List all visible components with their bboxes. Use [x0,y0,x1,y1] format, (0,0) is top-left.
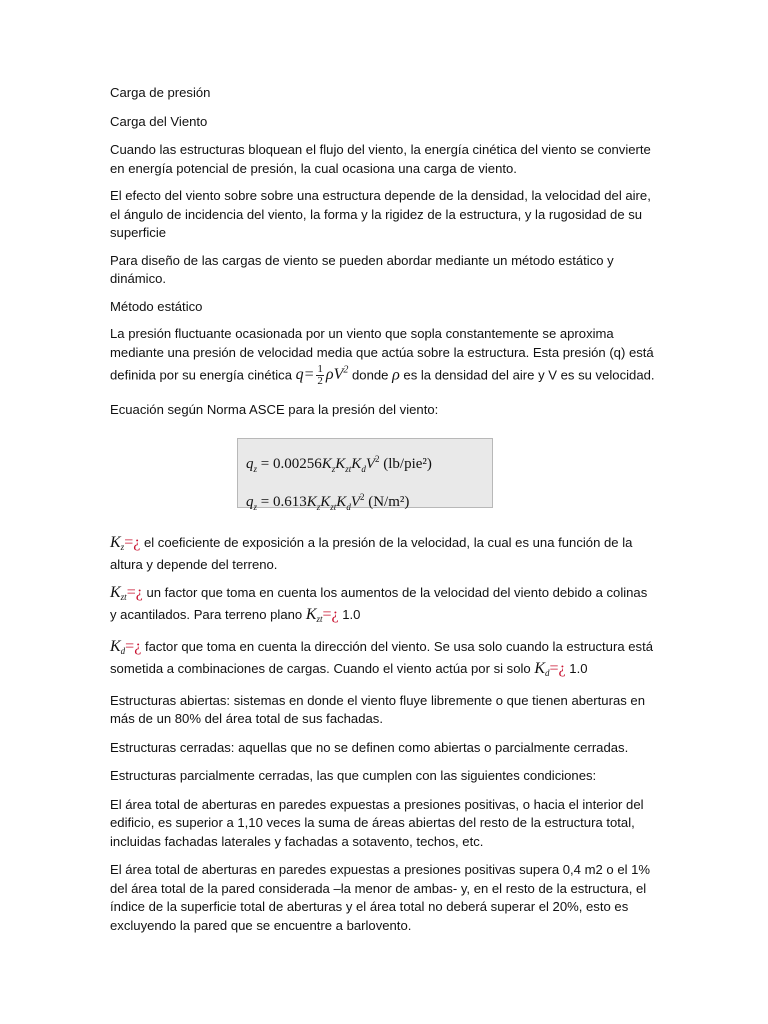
kd-symbol: $K_d=¿$ [110,637,142,656]
paragraph-condition-1: El área total de aberturas en paredes expuestas a presiones positivas, o hacia el interior del edificio, es superior a 1,10 veces la suma de áreas abiertas del resto de la estructura total, incluidas fachadas laterales y fachadas a sotavento, techos, etc. [110,796,644,849]
paragraph-3: Para diseño de las cargas de viento se pueden abordar mediante un método estático y dinámico. [110,252,614,286]
document-body [110,84,655,935]
paragraph-open-structures: Estructuras abiertas: sistemas en donde el viento fluye libremente o que tienen aberturas en más de un 80% del área total de sus fachadas. [110,692,645,727]
paragraph-1: Cuando las estructuras bloquean el flujo del viento, la energía cinética del viento se convierte en energía potencial de presión, la cual ocasiona una carga de viento. [110,142,651,176]
kinetic-energy-formula: q= $\frac{1}{2}$ $\rho V^2$ [295,363,349,388]
paragraph-2: El efecto del viento sobre sobre una estructura depende de la densidad, la velocidad del aire, el ángulo de incidencia del viento, la forma y la rigidez de la estructura, y la rugosidad de su superficie [110,188,651,240]
paragraph-condition-2: El área total de aberturas en paredes expuestas a presiones positivas supera 0,4 m2 o el 1% del área total de la pared considerada –la menor de ambas- y, en el resto de la estructura, el índice de la superficie total de aberturas y el área total no deberá superar el 20%, esto es excluyendo la pared que se encuentre a barlovento. [110,862,651,933]
heading-carga-viento: Carga del Viento [110,113,208,129]
kz-definition [110,534,655,575]
kd-text: factor que toma en cuenta la dirección del viento. Se usa solo cuando la estructura está sometida a combinaciones de cargas. Cuando el viento actúa por si solo [110,638,653,677]
eq1-coefficient: 0.00256 [272,455,322,472]
kz-text: el coeficiente de exposición a la presión de la velocidad, la cual es una función de la altura y depende del terreno. [110,534,633,573]
paragraph-5: Ecuación según Norma ASCE para la presión del viento: [110,402,439,418]
asce-equation-box [237,438,493,512]
heading-metodo-estatico: Método estático [110,298,203,314]
paragraph-4 [110,325,655,387]
equation-imperial: $q_z = 0.00256K_zK_{zt}K_dV^2$ (lb/pie²) [246,453,432,474]
rho-symbol: ρ [392,366,400,384]
eq2-units: (N/m²) [368,493,410,510]
kd-definition [110,638,655,683]
kzt-value: 1.0 [342,607,361,623]
kd-value: 1.0 [569,661,588,677]
kz-symbol: $K_z=¿$ [110,533,141,552]
paragraph-4-text-a: La presión fluctuante ocasionada por un viento que sopla constantemente se aproxima mediante una presión de velocidad media que actúa sobre la estructura. Esta presión (q) está definida por su energía cinética [110,326,654,383]
heading-carga-presion: Carga de presión [110,85,211,100]
paragraph-4-text-c: es la densidad del aire y V es su velocidad. [403,367,655,383]
kzt-definition [110,584,655,629]
equation-metric: $q_z = 0.613K_zK_{zt}K_dV^2$ (N/m²) [246,491,410,512]
kd-symbol-inline: $K_d=¿$ [534,660,566,679]
kzt-symbol: $K_{zt}=¿$ [110,583,143,602]
paragraph-4-text-b: donde [352,367,389,383]
paragraph-closed-structures: Estructuras cerradas: aquellas que no se definen como abiertas o parcialmente cerradas. [110,739,629,755]
kzt-symbol-inline: $K_{zt}=¿$ [305,606,339,625]
eq2-coefficient: 0.613 [272,493,307,510]
paragraph-partially-closed: Estructuras parcialmente cerradas, las que cumplen con las siguientes condiciones: [110,768,597,784]
eq1-units: (lb/pie²) [383,455,432,472]
kzt-text: un factor que toma en cuenta los aumentos de la velocidad del viento debido a colinas y acantilados. Para terreno plano [110,584,648,623]
